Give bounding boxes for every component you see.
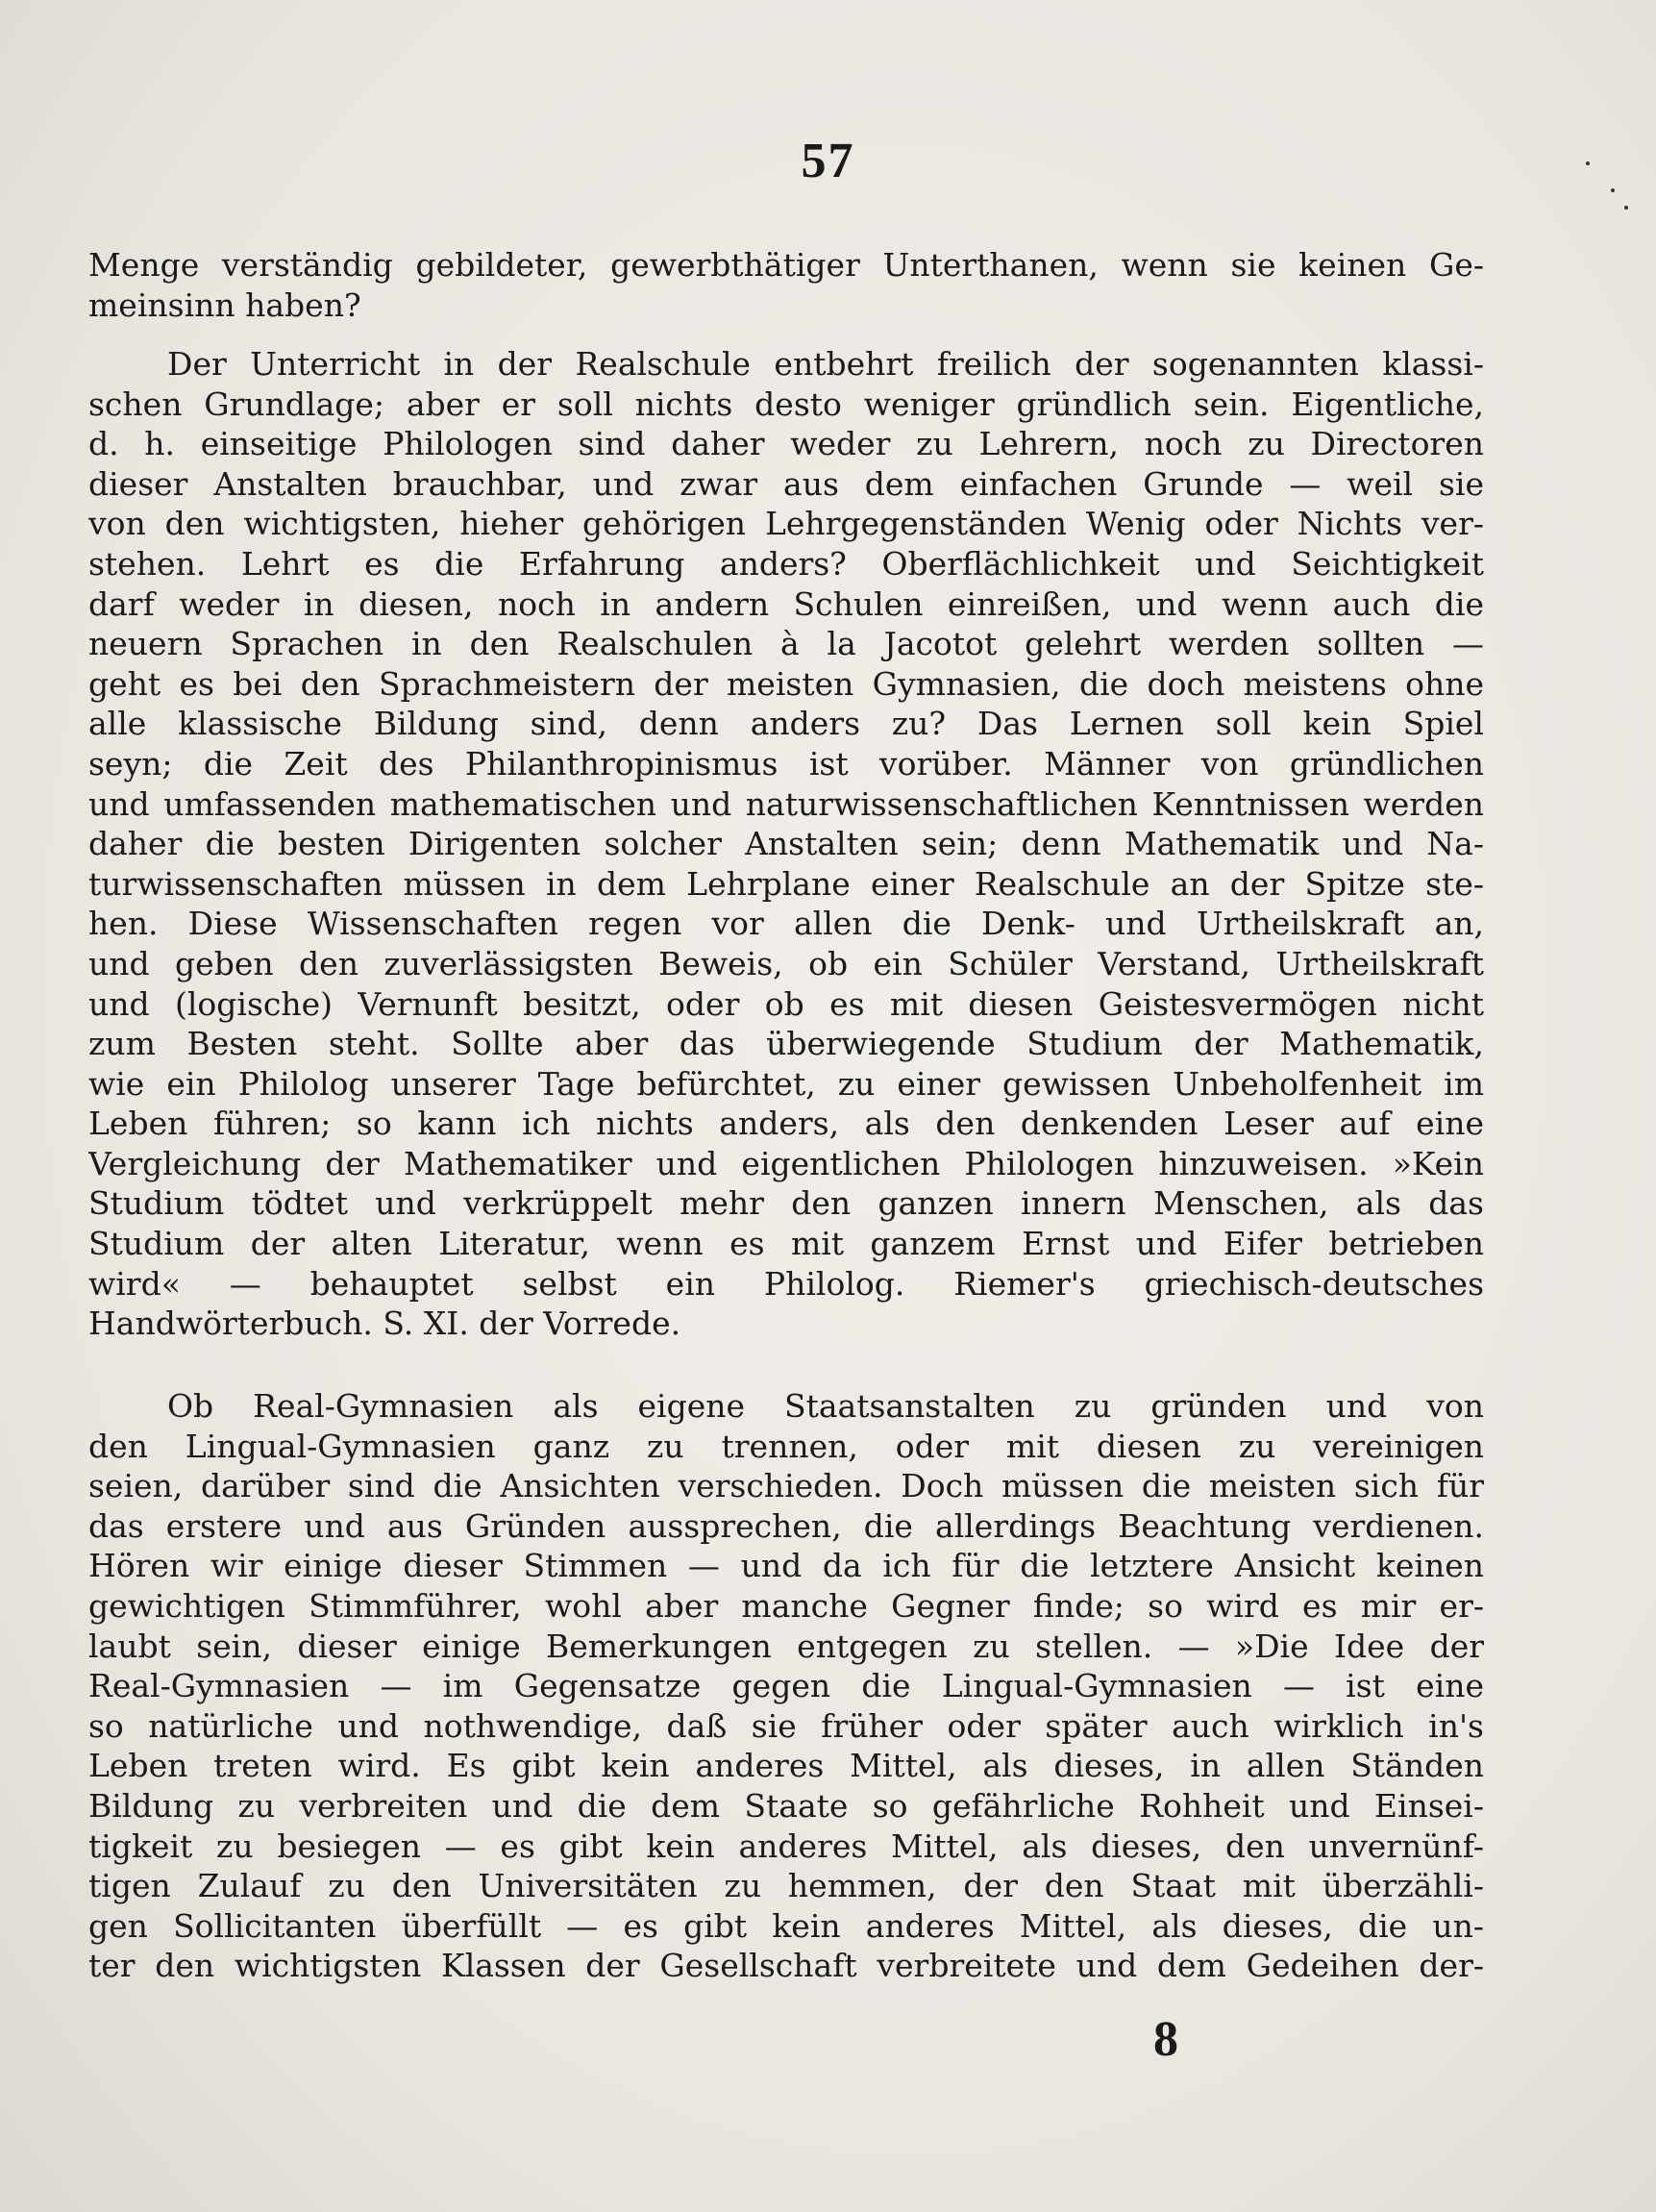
text-line: Menge verständig gebildeter, gewerbthätiger Unterthanen, wenn sie keinen Ge-: [88, 246, 1484, 284]
text-line: seyn; die Zeit des Philanthropinismus ist vorüber. Männer von gründlichen: [88, 744, 1484, 783]
text-line: so natürliche und nothwendige, daß sie früher oder später auch wirklich in's: [88, 1706, 1484, 1745]
text-line: geht es bei den Sprachmeistern der meisten Gymnasien, die doch meistens ohne: [88, 664, 1484, 703]
text-line: und geben den zuverlässigsten Beweis, ob ein Schüler Verstand, Urtheilskraft: [88, 944, 1484, 982]
text-line: gewichtigen Stimmführer, wohl aber manche Gegner finde; so wird es mir er-: [88, 1586, 1484, 1625]
text-line: dieser Anstalten brauchbar, und zwar aus dem einfachen Grunde — weil sie: [88, 464, 1484, 503]
text-line: Hören wir einige dieser Stimmen — und da ich für die letztere Ansicht keinen: [88, 1547, 1484, 1585]
signature-mark: 8: [1153, 2012, 1178, 2067]
ink-speck: [1586, 162, 1590, 165]
text-line: Leben führen; so kann ich nichts anders, als den denkenden Leser auf eine: [88, 1105, 1484, 1143]
text-line: turwissenschaften müssen in dem Lehrplane einer Realschule an der Spitze ste-: [88, 864, 1484, 903]
text-line: ter den wichtigsten Klassen der Gesellschaft verbreitete und dem Gedeihen der-: [88, 1947, 1484, 1985]
text-line: tigen Zulauf zu den Universitäten zu hemmen, der den Staat mit überzähli-: [88, 1867, 1484, 1905]
text-line: neuern Sprachen in den Realschulen à la Jacotot gelehrt werden sollten —: [88, 625, 1484, 663]
text-line: Studium der alten Literatur, wenn es mit ganzem Ernst und Eifer betrieben: [88, 1225, 1484, 1263]
text-line: und (logische) Vernunft besitzt, oder ob es mit diesen Geistesvermögen nicht: [88, 984, 1484, 1023]
text-line: daher die besten Dirigenten solcher Anstalten sein; denn Mathematik und Na-: [88, 825, 1484, 863]
text-line: meinsinn haben?: [88, 286, 361, 324]
text-line: den Lingual-Gymnasien ganz zu trennen, oder mit diesen zu vereinigen: [88, 1427, 1484, 1465]
text-line: alle klassische Bildung sind, denn anders zu? Das Lernen soll kein Spiel: [88, 705, 1484, 743]
text-line: Handwörterbuch. S. XI. der Vorrede.: [88, 1305, 681, 1343]
text-line: zum Besten steht. Sollte aber das überwiegende Studium der Mathematik,: [88, 1025, 1484, 1063]
text-line: Real-Gymnasien — im Gegensatze gegen die Lingual-Gymnasien — ist eine: [88, 1667, 1484, 1705]
paragraph-1: [88, 245, 1484, 325]
text-line: Studium tödtet und verkrüppelt mehr den ganzen innern Menschen, als das: [88, 1184, 1484, 1223]
paragraph-2: [88, 344, 1484, 1344]
ink-speck: [1624, 206, 1628, 210]
text-line: von den wichtigsten, hieher gehörigen Lehrgegenständen Wenig oder Nichts ver-: [88, 505, 1484, 543]
text-line: Vergleichung der Mathematiker und eigentlichen Philologen hinzuweisen. »Kein: [88, 1144, 1484, 1182]
page-number: 57: [801, 134, 855, 188]
paragraph-3: [88, 1386, 1484, 1986]
text-line: hen. Diese Wissenschaften regen vor allen die Denk- und Urtheilskraft an,: [88, 905, 1484, 943]
text-line: schen Grundlage; aber er soll nichts desto weniger gründlich sein. Eigentliche,: [88, 385, 1484, 423]
text-line: gen Sollicitanten überfüllt — es gibt kein anderes Mittel, als dieses, die un-: [88, 1906, 1484, 1945]
text-line: und umfassenden mathematischen und naturwissenschaftlichen Kenntnissen werden: [88, 784, 1484, 823]
text-line: Ob Real-Gymnasien als eigene Staatsanstalten zu gründen und von: [167, 1387, 1484, 1425]
text-line: darf weder in diesen, noch in andern Schulen einreißen, und wenn auch die: [88, 584, 1484, 623]
text-line: Der Unterricht in der Realschule entbehrt freilich der sogenannten klassi-: [167, 345, 1484, 383]
text-line: tigkeit zu besiegen — es gibt kein anderes Mittel, als dieses, den unvernünf-: [88, 1827, 1484, 1865]
text-line: seien, darüber sind die Ansichten verschieden. Doch müssen die meisten sich für: [88, 1467, 1484, 1505]
ink-speck: [1611, 188, 1615, 192]
text-line: wird« — behauptet selbst ein Philolog. Riemer's griechisch-deutsches: [88, 1264, 1484, 1303]
text-line: Bildung zu verbreiten und die dem Staate so gefährliche Rohheit und Einsei-: [88, 1786, 1484, 1825]
text-line: wie ein Philolog unserer Tage befürchtet, zu einer gewissen Unbeholfenheit im: [88, 1064, 1484, 1103]
text-line: das erstere und aus Gründen aussprechen, die allerdings Beachtung verdienen.: [88, 1506, 1484, 1545]
text-line: Leben treten wird. Es gibt kein anderes Mittel, als dieses, in allen Ständen: [88, 1747, 1484, 1785]
text-line: stehen. Lehrt es die Erfahrung anders? Oberflächlichkeit und Seichtigkeit: [88, 544, 1484, 583]
text-line: d. h. einseitige Philologen sind daher weder zu Lehrern, noch zu Directoren: [88, 425, 1484, 463]
text-line: laubt sein, dieser einige Bemerkungen entgegen zu stellen. — »Die Idee der: [88, 1627, 1484, 1665]
